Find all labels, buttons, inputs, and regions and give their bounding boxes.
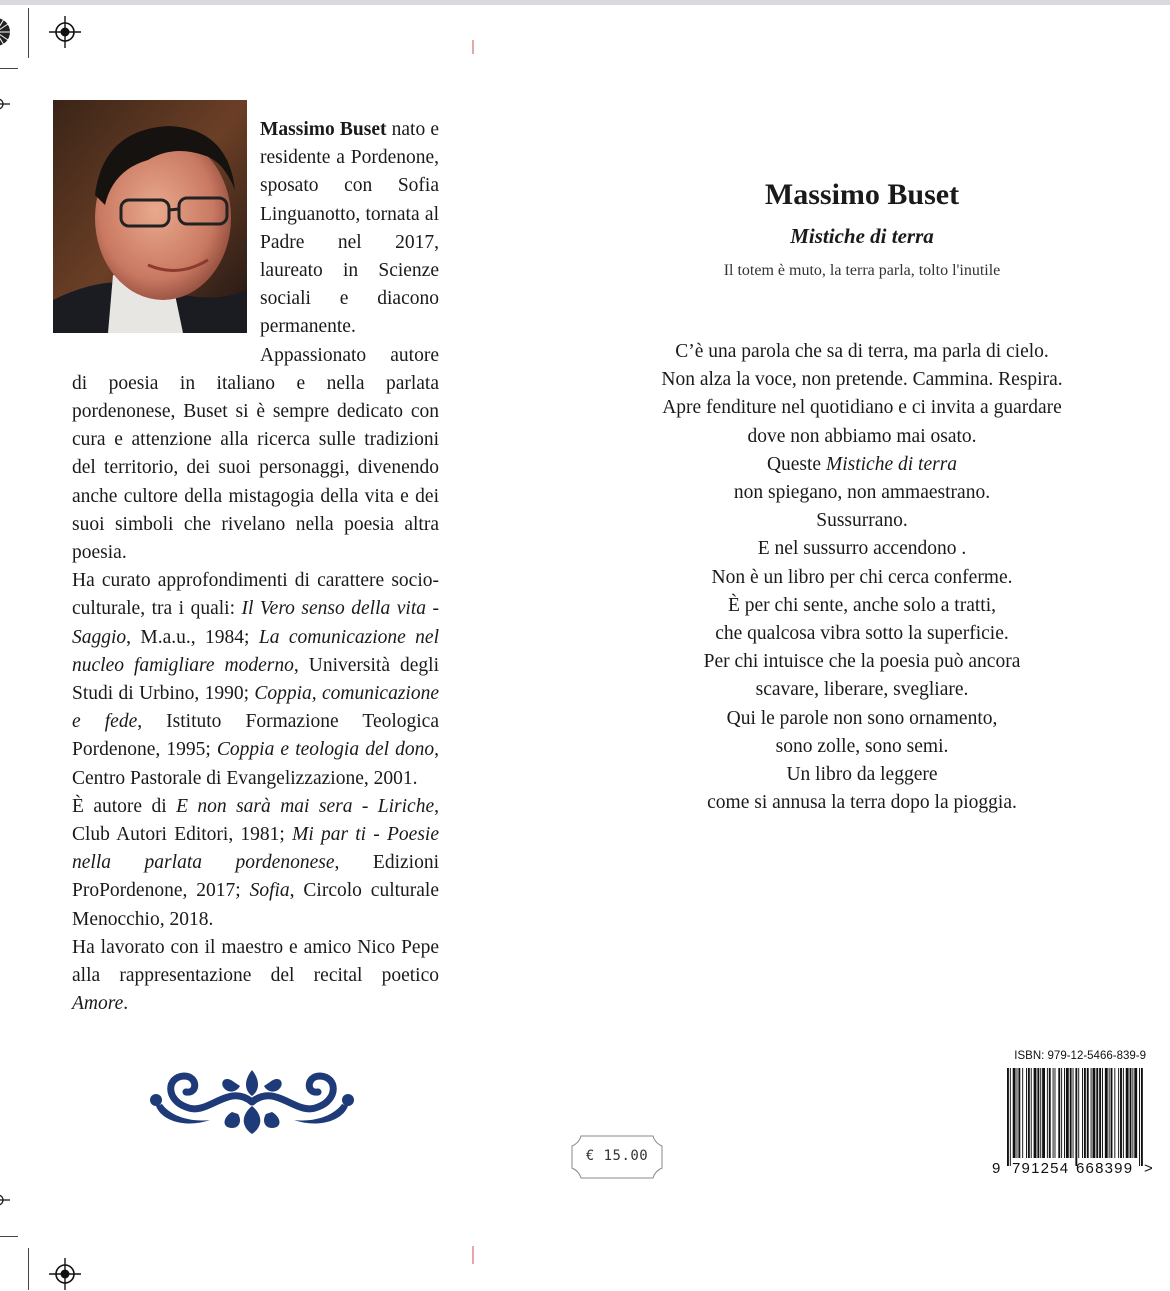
bio-paragraph: Massimo Buset nato e residente a Pordenone, sposato con Sofia Linguanotto, tornata al Padre nel 2017, laureato in Scienze sociali e diacono permanente. Appassionato autore di poesia in italiano e nella parlata pordenonese, Buset si è sempre dedicato con cura e attenzione alla ricerca sulle tradizioni del territorio, dei suoi personaggi, divenendo anche cultore della mistagogia della vita e dei suoi simboli che rivelano nella poesia altra poesia.: [72, 119, 439, 564]
barcode-bar: [1105, 1068, 1108, 1158]
barcode-bar: [1042, 1068, 1045, 1158]
book-title: Mistiche di terra: [825, 453, 958, 475]
blurb-line: È per chi sente, anche solo a tratti,: [727, 594, 997, 616]
barcode-bar: [1082, 1068, 1083, 1158]
barcode-digit-first: 9: [992, 1160, 1001, 1177]
registration-mark-icon: [0, 1190, 12, 1210]
blurb-line: non spiegano, non ammaestrano.: [733, 482, 991, 504]
barcode-arrow: >: [1144, 1160, 1153, 1177]
barcode-bar: [1132, 1068, 1133, 1158]
barcode-bar: [1013, 1068, 1016, 1158]
barcode-bar: [1078, 1068, 1079, 1158]
blurb-line: Qui le parole non sono ornamento,: [726, 707, 998, 729]
barcode-bar: [1126, 1068, 1129, 1158]
ornament-flourish-icon: [148, 1062, 356, 1136]
trim-mark: [0, 1236, 18, 1237]
barcode-bar: [1031, 1068, 1032, 1158]
barcode-bar: [1134, 1068, 1137, 1158]
barcode-bar: [1007, 1068, 1009, 1166]
blurb-line: E nel sussurro accendono .: [757, 538, 967, 560]
blurb-line: Queste Mistiche di terra: [766, 453, 958, 475]
bio-author-name: Massimo Buset: [260, 119, 387, 140]
barcode-bar: [1018, 1068, 1020, 1158]
barcode-bar: [1022, 1068, 1023, 1158]
book-title: Coppia e teologia del dono: [216, 739, 435, 761]
book-title: Il Vero senso della vita - Saggio: [72, 598, 439, 648]
barcode-bar: [1096, 1068, 1098, 1158]
window-top-edge: [0, 0, 1170, 5]
registration-mark-icon: [48, 1257, 82, 1291]
book-title: Coppia, comunicazione e fede: [72, 683, 439, 733]
barcode-bar: [1102, 1068, 1103, 1158]
registration-mark-icon: [0, 94, 12, 114]
barcode-bar: [1118, 1068, 1119, 1158]
barcode-bar: [1017, 1068, 1018, 1158]
blurb-line: che qualcosa vibra sotto la superficie.: [715, 623, 1009, 645]
barcode-bar: [1111, 1068, 1113, 1158]
color-target-icon: [0, 14, 12, 50]
barcode-bar: [1075, 1068, 1077, 1166]
barcode-bar: [1066, 1068, 1069, 1158]
blurb-line: Apre fenditure nel quotidiano e ci invita a guardare: [662, 397, 1062, 419]
barcode-bar: [1055, 1068, 1056, 1158]
barcode-bar: [1073, 1068, 1074, 1158]
barcode-bar: [1093, 1068, 1096, 1158]
book-title: La comunicazione nel nucleo famigliare moderno: [72, 626, 439, 676]
barcode-bar: [1141, 1068, 1143, 1166]
author-biography: [72, 116, 439, 1019]
barcode-bar: [1064, 1068, 1065, 1158]
blurb-line: Per chi intuisce che la poesia può ancora: [703, 651, 1021, 673]
isbn-label: ISBN: 979-12-5466-839-9: [1014, 1050, 1146, 1062]
barcode-bar: [1034, 1068, 1037, 1158]
barcode-bar: [1070, 1068, 1072, 1158]
barcode-digits-left: 791254: [1012, 1160, 1070, 1177]
barcode-bar: [1139, 1068, 1140, 1166]
barcode-bar: [1120, 1068, 1122, 1158]
back-cover-title: Mistiche di terra: [790, 224, 934, 248]
barcode-bar: [1028, 1068, 1030, 1158]
back-cover-author: Massimo Buset: [764, 178, 960, 211]
barcode-bar: [1091, 1068, 1092, 1158]
fold-mark: [472, 1246, 474, 1264]
barcode-bar: [1130, 1068, 1132, 1158]
blurb-line: dove non abbiamo mai osato.: [747, 425, 977, 447]
blurb-line: Non alza la voce, non pretende. Cammina. Respira.: [661, 369, 1063, 391]
barcode-bar: [1099, 1068, 1101, 1158]
barcode-bar: [1037, 1068, 1039, 1158]
book-title: Sofia: [249, 880, 290, 902]
blurb-line: come si annusa la terra dopo la pioggia.: [707, 792, 1017, 814]
blurb-line: sono zolle, sono semi.: [775, 735, 949, 757]
trim-mark: [28, 1248, 29, 1290]
barcode-bar: [1114, 1068, 1115, 1158]
book-title: Mi par ti - Poesie nella parlata pordenonese: [72, 824, 439, 874]
barcode-bar: [1061, 1068, 1062, 1158]
price-label: € 15.00: [585, 1148, 649, 1164]
blurb-line: Un libro da leggere: [786, 764, 938, 786]
fold-mark: [472, 40, 474, 54]
barcode-bar: [1010, 1068, 1011, 1166]
barcode-bar: [1053, 1068, 1054, 1158]
book-title: Amore: [72, 993, 124, 1015]
trim-mark: [28, 8, 29, 58]
barcode-bar: [1058, 1068, 1060, 1158]
barcode-bar: [1040, 1068, 1041, 1158]
barcode: [1007, 1068, 1143, 1166]
barcode-bar: [1026, 1068, 1027, 1158]
bio-paragraph: È autore di E non sarà mai sera - Liriche, Club Autori Editori, 1981; Mi par ti - Poesie nella parlata pordenonese, Edizioni ProPordenone, 2017; Sofia, Circolo culturale Menocchio, 2018.: [72, 795, 440, 930]
registration-mark-icon: [48, 15, 82, 49]
bio-paragraph: Ha curato approfondimenti di carattere socio-culturale, tra i quali: Il Vero senso della vita - Saggio, M.a.u., 1984; La comunicazione nel nucleo famigliare moderno, Università degli Studi di Urbino, 1990; Coppia, comunicazione e fede, Istituto Formazione Teologica Pordenone, 1995; Coppia e teologia del dono, Centro Pastorale di Evangelizzazione, 2001.: [72, 570, 440, 789]
barcode-bar: [1123, 1068, 1124, 1158]
bio-paragraph: Ha lavorato con il maestro e amico Nico Pepe alla rappresentazione del recital poetico Amore.: [72, 936, 439, 1015]
back-cover-subtitle: Il totem è muto, la terra parla, tolto l'inutile: [723, 262, 1001, 279]
blurb-line: Sussurrano.: [816, 510, 908, 532]
barcode-bar: [1087, 1068, 1089, 1158]
barcode-bar: [1109, 1068, 1110, 1158]
book-title: E non sarà mai sera - Liriche: [176, 795, 435, 817]
barcode-digits-right: 668399: [1076, 1160, 1134, 1177]
barcode-bar: [1047, 1068, 1048, 1158]
barcode-bar: [1049, 1068, 1051, 1158]
back-cover-blurb: [600, 338, 1124, 817]
blurb-line: scavare, liberare, svegliare.: [755, 679, 969, 701]
blurb-line: C’è una parola che sa di terra, ma parla di cielo.: [675, 341, 1049, 362]
barcode-bar: [1084, 1068, 1086, 1158]
trim-mark: [0, 68, 18, 69]
blurb-line: Non è un libro per chi cerca conferme.: [711, 566, 1013, 588]
